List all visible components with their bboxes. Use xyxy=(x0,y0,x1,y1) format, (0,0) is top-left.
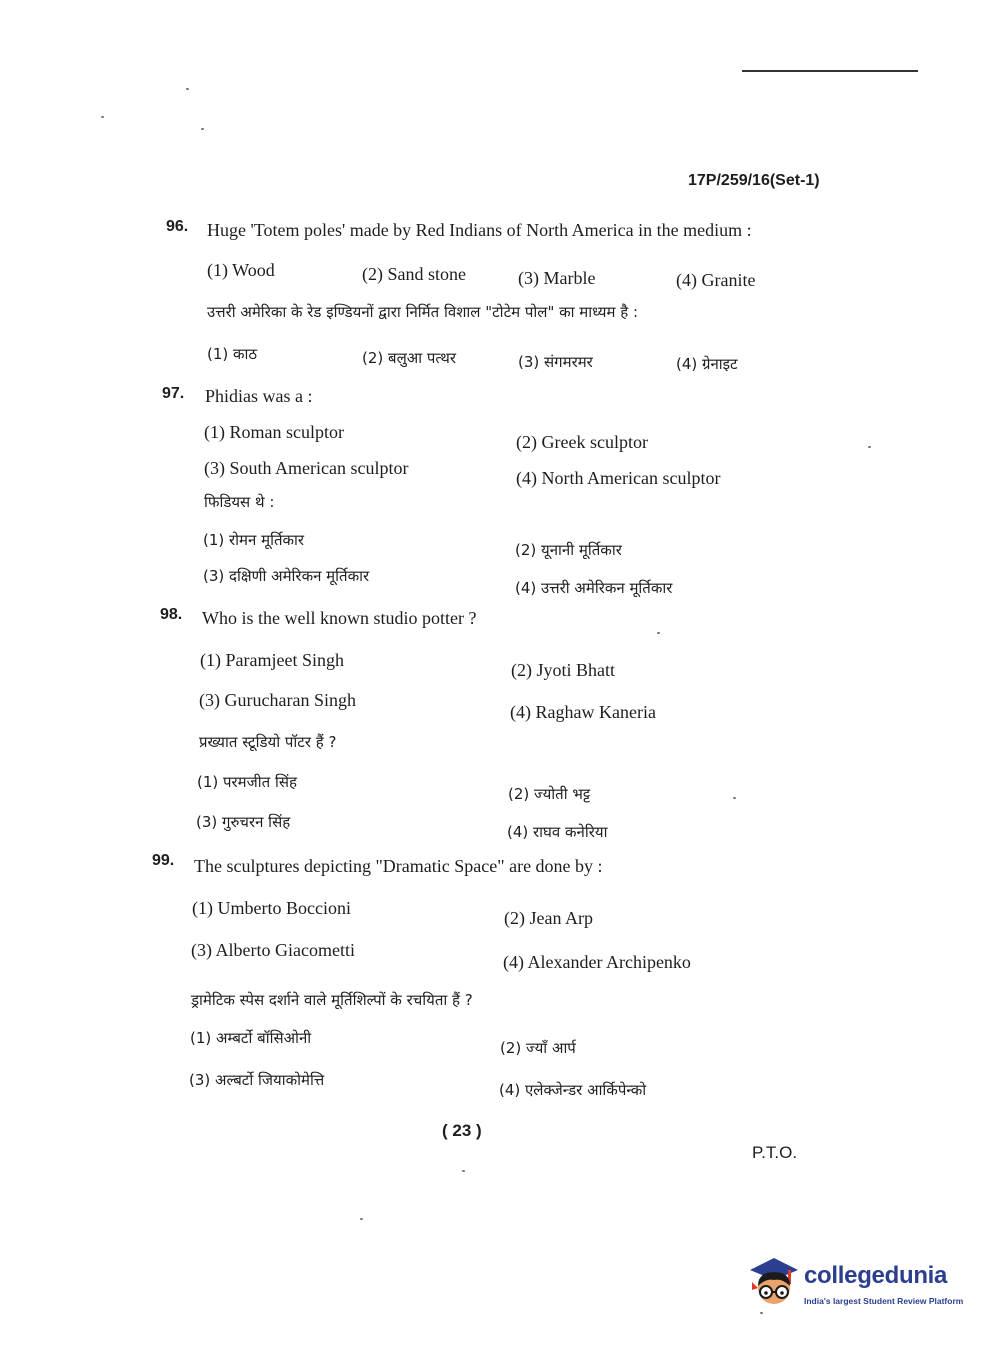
question-99-option-3-en: (3) Alberto Giacometti xyxy=(191,940,355,960)
question-99-option-2-en: (2) Jean Arp xyxy=(504,908,593,928)
question-98-option-1-en: (1) Paramjeet Singh xyxy=(200,650,344,670)
question-98-text-en: Who is the well known studio potter ? xyxy=(202,608,477,628)
question-97-option-4-hi: (4) उत्तरी अमेरिकन मूर्तिकार xyxy=(515,579,673,597)
question-96-option-1-hi: (1) काठ xyxy=(207,345,258,363)
mascot-logo-icon xyxy=(744,1252,802,1314)
collegedunia-watermark xyxy=(744,1252,970,1314)
question-97-option-4-en: (4) North American sculptor xyxy=(516,468,721,488)
question-96-option-4-hi: (4) ग्रेनाइट xyxy=(676,355,738,373)
question-98-option-1-hi: (1) परमजीत सिंह xyxy=(197,773,297,791)
scan-speck xyxy=(360,1218,363,1220)
question-98-option-4-en: (4) Raghaw Kaneria xyxy=(510,702,656,722)
question-97-option-3-en: (3) South American sculptor xyxy=(204,458,409,478)
question-97-option-2-en: (2) Greek sculptor xyxy=(516,432,648,452)
question-96-option-3-hi: (3) संगमरमर xyxy=(518,353,593,371)
question-97-number: 97. xyxy=(162,385,185,402)
question-98-option-3-hi: (3) गुरुचरन सिंह xyxy=(196,813,291,831)
question-99-option-2-hi: (2) ज्याँ आर्प xyxy=(500,1039,576,1057)
page-number: ( 23 ) xyxy=(442,1121,482,1140)
scan-speck xyxy=(733,797,736,799)
question-96-option-1-en: (1) Wood xyxy=(207,260,275,280)
question-97-text-hi: फिडियस थे : xyxy=(204,493,275,511)
question-99-option-1-en: (1) Umberto Boccioni xyxy=(192,898,351,918)
question-96-option-4-en: (4) Granite xyxy=(676,270,756,290)
question-98-text-hi: प्रख्यात स्टूडियो पॉटर हैं ? xyxy=(199,733,337,751)
question-96-number: 96. xyxy=(166,218,189,235)
question-98-option-2-en: (2) Jyoti Bhatt xyxy=(511,660,615,680)
question-97-text-en: Phidias was a : xyxy=(205,386,313,406)
question-98-option-3-en: (3) Gurucharan Singh xyxy=(199,690,356,710)
question-99-option-4-hi: (4) एलेक्जेन्डर आर्किपेन्को xyxy=(499,1081,647,1099)
paper-code: 17P/259/16(Set-1) xyxy=(688,172,820,189)
question-97-option-1-hi: (1) रोमन मूर्तिकार xyxy=(203,531,305,549)
scan-speck xyxy=(657,632,660,634)
brand-tagline: India's largest Student Review Platform xyxy=(804,1296,964,1306)
question-96-option-2-hi: (2) बलुआ पत्थर xyxy=(362,349,457,367)
question-98-option-2-hi: (2) ज्योती भट्ट xyxy=(508,785,591,803)
scan-speck xyxy=(101,116,104,118)
question-97-option-2-hi: (2) यूनानी मूर्तिकार xyxy=(515,541,622,559)
scan-speck xyxy=(868,446,871,448)
question-99-option-3-hi: (3) अल्बर्टो जियाकोमेत्ति xyxy=(189,1071,325,1089)
question-96-text-hi: उत्तरी अमेरिका के रेड इण्डियनों द्वारा निर्मित विशाल "टोटेम पोल" का माध्यम है : xyxy=(207,303,638,321)
question-97-option-1-en: (1) Roman sculptor xyxy=(204,422,344,442)
scan-speck xyxy=(186,88,189,90)
question-96-text-en: Huge 'Totem poles' made by Red Indians of North America in the medium : xyxy=(207,220,752,240)
question-96-option-2-en: (2) Sand stone xyxy=(362,264,466,284)
scan-speck xyxy=(462,1170,465,1172)
question-98-number: 98. xyxy=(160,606,183,623)
question-98-option-4-hi: (4) राघव कनेरिया xyxy=(507,823,608,841)
question-96-option-3-en: (3) Marble xyxy=(518,268,596,288)
top-rule xyxy=(742,70,918,72)
question-99-option-1-hi: (1) अम्बर्टो बॉसिओनी xyxy=(190,1029,312,1047)
question-99-option-4-en: (4) Alexander Archipenko xyxy=(503,952,691,972)
pto-label: P.T.O. xyxy=(752,1143,798,1162)
scan-speck xyxy=(201,128,204,130)
question-97-option-3-hi: (3) दक्षिणी अमेरिकन मूर्तिकार xyxy=(203,567,370,585)
question-99-text-hi: ड्रामेटिक स्पेस दर्शाने वाले मूर्तिशिल्पों के रचयिता हैं ? xyxy=(191,991,473,1009)
question-99-number: 99. xyxy=(152,852,175,869)
question-99-text-en: The sculptures depicting "Dramatic Space" are done by : xyxy=(194,856,603,876)
brand-name: collegedunia xyxy=(804,1262,948,1289)
